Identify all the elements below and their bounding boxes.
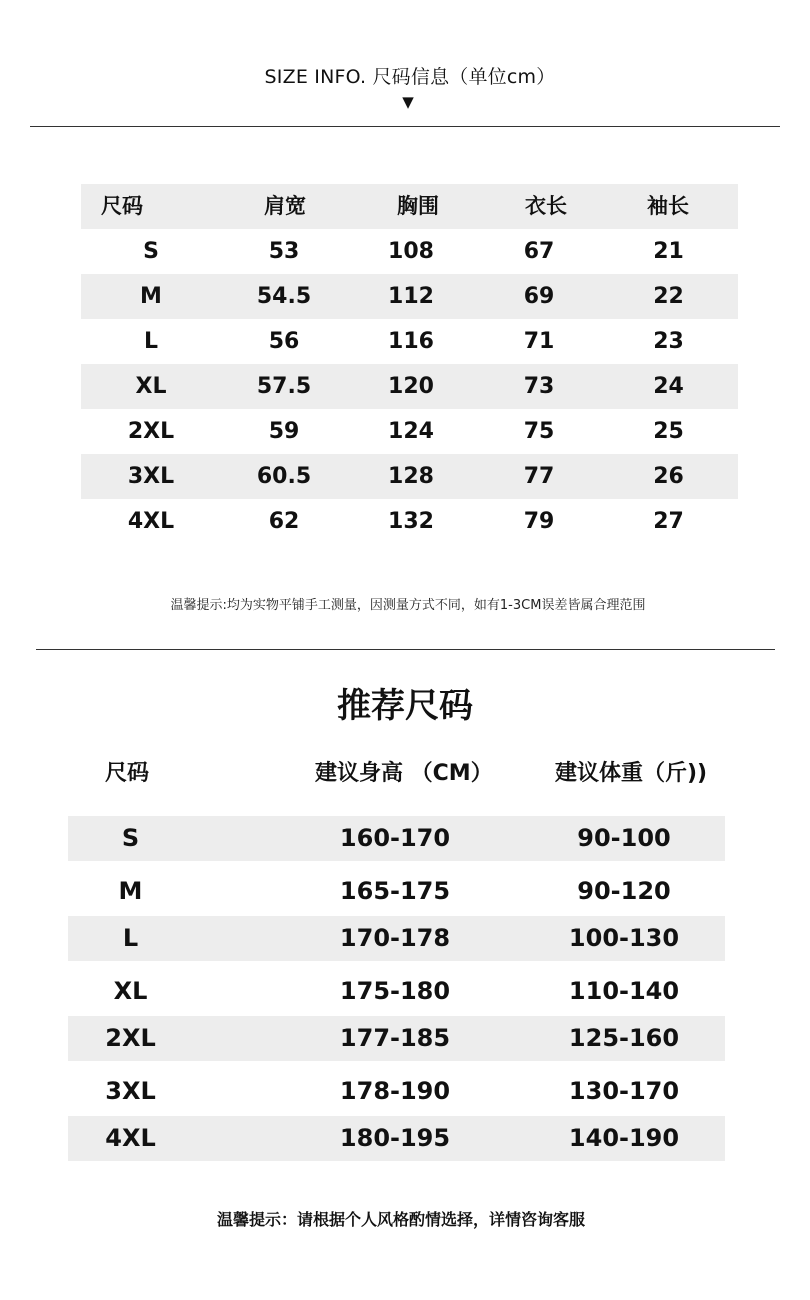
cell-length: 79 [523,509,555,534]
cell-chest: 108 [388,239,434,264]
table-row [68,1066,725,1116]
cell-height: 178-190 [339,1077,451,1105]
cell-height: 165-175 [339,877,451,905]
header-size: 尺码 [101,194,143,218]
cell-length: 77 [523,464,555,489]
cell-size: M [118,877,143,905]
cell-height: 177-185 [339,1024,451,1052]
recommend-header-height: 建议身高 （CM） [315,761,493,786]
table-row [68,916,725,961]
header-shoulder: 肩宽 [264,194,306,218]
cell-size: L [143,329,159,354]
cell-length: 69 [523,284,555,309]
table-row [68,816,725,861]
table-row [68,966,725,1016]
size-table [81,184,738,544]
table-row [81,499,738,544]
cell-sleeve: 23 [653,329,684,354]
cell-size: 4XL [127,509,175,534]
header-length: 衣长 [525,194,567,218]
table-row [81,319,738,364]
cell-size: S [121,824,140,852]
cell-height: 170-178 [339,924,451,952]
cell-shoulder: 53 [268,239,300,264]
table-row [68,866,725,916]
table-row [68,1116,725,1161]
cell-weight: 90-100 [577,824,671,852]
cell-chest: 112 [388,284,434,309]
cell-height: 180-195 [339,1124,451,1152]
cell-weight: 100-130 [568,924,680,952]
cell-weight: 90-120 [577,877,671,905]
recommend-table [68,816,725,1166]
cell-weight: 125-160 [568,1024,680,1052]
cell-shoulder: 54.5 [256,284,312,309]
cell-shoulder: 62 [268,509,300,534]
cell-sleeve: 24 [653,374,684,399]
measurement-note: 温馨提示:均为实物平铺手工测量，因测量方式不同，如有1-3CM误差皆属合理范围 [170,598,646,613]
table-row [81,229,738,274]
cell-weight: 110-140 [568,977,680,1005]
cell-sleeve: 21 [653,239,684,264]
cell-weight: 140-190 [568,1124,680,1152]
cell-sleeve: 26 [653,464,684,489]
table-row [81,454,738,499]
cell-size: 2XL [127,419,175,444]
table-row [81,274,738,319]
cell-size: 3XL [105,1077,156,1105]
cell-size: S [143,239,159,264]
cell-weight: 130-170 [568,1077,680,1105]
cell-chest: 124 [388,419,434,444]
cell-size: XL [135,374,167,399]
cell-size: L [122,924,139,952]
cell-length: 73 [523,374,555,399]
cell-shoulder: 57.5 [256,374,312,399]
down-arrow-icon: ▼ [402,93,414,111]
cell-shoulder: 59 [268,419,300,444]
size-table-header [81,184,738,229]
cell-sleeve: 27 [653,509,684,534]
cell-height: 160-170 [339,824,451,852]
recommend-header-size: 尺码 [105,761,150,786]
header-sleeve: 袖长 [647,194,689,218]
cell-chest: 128 [388,464,434,489]
cell-height: 175-180 [339,977,451,1005]
table-row [81,409,738,454]
middle-divider [36,649,775,650]
cell-shoulder: 60.5 [256,464,312,489]
recommend-title: 推荐尺码 [337,686,473,726]
cell-length: 75 [523,419,555,444]
header-chest: 胸围 [397,194,439,218]
cell-length: 71 [523,329,555,354]
cell-size: 3XL [127,464,175,489]
cell-size: 4XL [105,1124,156,1152]
cell-shoulder: 56 [268,329,300,354]
recommend-note: 温馨提示：请根据个人风格酌情选择，详情咨询客服 [216,1210,585,1229]
cell-length: 67 [523,239,555,264]
table-row [81,364,738,409]
cell-size: XL [113,977,148,1005]
cell-size: M [140,284,162,309]
cell-chest: 116 [388,329,434,354]
recommend-header-weight: 建议体重（斤)) [555,761,708,786]
top-divider [30,126,780,127]
cell-sleeve: 25 [653,419,684,444]
cell-chest: 120 [388,374,434,399]
cell-chest: 132 [388,509,434,534]
cell-size: 2XL [105,1024,156,1052]
cell-sleeve: 22 [653,284,684,309]
size-info-title: SIZE INFO. 尺码信息（单位cm） [264,66,556,88]
table-row [68,1016,725,1061]
